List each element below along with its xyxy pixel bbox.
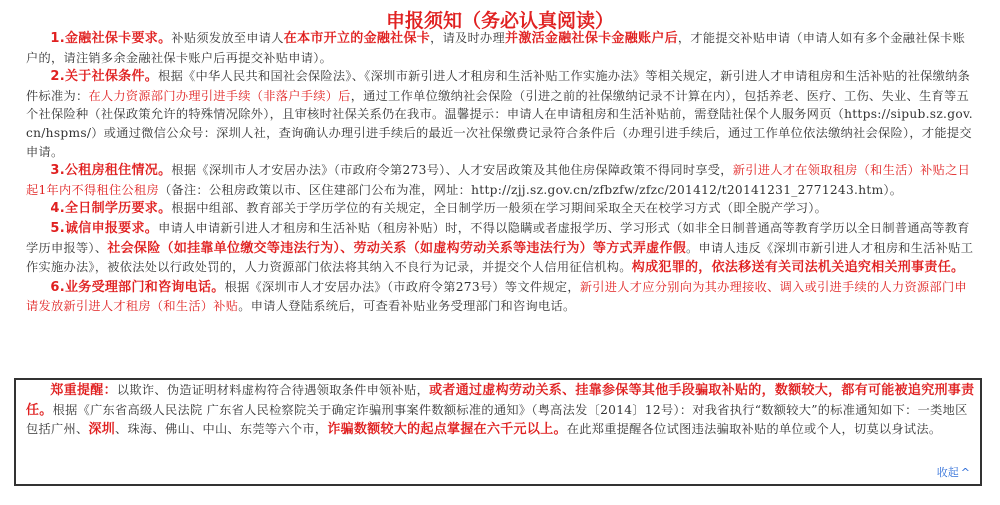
highlight-text: 在人力资源部门办理引进手续（非落户手续）后 — [88, 88, 351, 103]
body-text: 补贴须发放至申请人 — [171, 31, 284, 45]
notice-item — [26, 278, 974, 316]
warning-text — [26, 381, 976, 440]
body-text: 根据《深圳市人才安居办法》（市政府令第273号）等文件规定， — [224, 279, 580, 294]
body-text: 申请人申请新引进人才租房和生活补贴（租房补贴）时，不得以隐瞒或者虚报学历、学习形式（如非全日制普通高等教育学历以全日制普通高等教育学历申报等）、 — [26, 220, 970, 255]
item-heading: 4.全日制学历要求。 — [50, 201, 172, 217]
collapse-button[interactable] — [937, 464, 970, 480]
chevron-up-icon: ^ — [960, 466, 970, 479]
notice-content — [26, 29, 974, 316]
highlight-text: 新引进人才在领取租房（和生活）补贴之日起1年内不得租住公租房 — [26, 163, 971, 197]
body-text: 。申请人登陆系统后，可查看补贴业务受理部门和咨询电话。 — [238, 299, 576, 314]
warning-paragraph — [26, 381, 976, 440]
body-text: 根据《中华人民共和国社会保险法》、《深圳市新引进人才租房和生活补贴工作实施办法》等相关规定，新引进人才申请租房和生活补贴的社保缴纳条件标准为： — [26, 69, 971, 103]
notice-item — [26, 67, 974, 161]
body-text: 根据《深圳市人才安居办法》（市政府令第273号）、人才安居政策及其他住房保障政策不得同时享受， — [171, 163, 733, 178]
body-text: 。申请人违反《深圳市新引进人才租房和生活补贴工作实施办法》，被依法处以行政处罚的，人力资源部门依法将其纳入不良行为记录，并提交个人信用征信机构。 — [26, 240, 974, 275]
notice-item — [26, 219, 974, 278]
item-heading: 5.诚信申报要求。 — [50, 220, 159, 236]
highlight-text: 郑重提醒： — [50, 383, 117, 398]
item-heading: 3.公租房租住情况。 — [50, 163, 172, 179]
highlight-text: 社会保险（如挂靠单位缴交等违法行为）、劳动关系（如虚构劳动关系等违法行为）等方式弄虚作假 — [107, 240, 687, 256]
warning-box — [14, 378, 982, 486]
body-text: 、珠海、佛山、中山、东莞等六个市， — [115, 422, 328, 437]
body-text: ，通过工作单位缴纳社会保险（引进之前的社保缴纳记录不计算在内），包括养老、医疗、工伤、失业、生育等五个社保险种（社保政策允许的特殊情况除外），且审核时社保关系仍在我市。温馨提示：申请人在申请租房和生活补贴前，需登陆社保个人服务网页（https://sipub.sz.gov.cn/hspms/）或通过微信公众号：深圳人社，查询确认办理引进手续后的最近一次社保缴费记录符合条件后（办理引进手续后，通过工作单位依法缴纳社会保险），才能提交申请。 — [26, 88, 973, 159]
body-text: 以欺诈、伪造证明材料虚构符合待遇领取条件申领补贴， — [116, 383, 430, 397]
highlight-text: 或者通过虚构劳动关系、挂靠参保等其他手段骗取补贴的，数额较大，都有可能被追究刑事责任。 — [26, 383, 975, 418]
notice-item — [26, 199, 974, 219]
highlight-text: 新引进人才应分别向为其办理接收、调入或引进手续的人力资源部门申请发放新引进人才租房（和生活）补贴 — [26, 279, 967, 314]
body-text: ，才能提交补贴申请（申请人如有多个金融社保卡账户的，请注销多余金融社保卡账户后再提交补贴申请）。 — [26, 31, 966, 65]
collapse-label: 收起 — [936, 466, 959, 479]
item-heading: 2.关于社保条件。 — [50, 69, 159, 85]
body-text: 根据中组部、教育部关于学历学位的有关规定，全日制学历一般须在学习期间采取全天在校学习方式（即全脱产学习）。 — [171, 201, 828, 216]
page-title: 申报须知（务必认真阅读） — [385, 10, 614, 32]
highlight-text: 构成犯罪的，依法移送有关司法机关追究相关刑事责任。 — [631, 260, 965, 276]
highlight-text: 诈骗数额较大的起点掌握在六千元以上。 — [327, 422, 567, 438]
item-heading: 1.金融社保卡要求。 — [50, 31, 172, 46]
highlight-text: 并激活金融社保卡金融账户后 — [505, 31, 678, 46]
notice-item — [26, 29, 974, 67]
item-heading: 6.业务受理部门和咨询电话。 — [50, 279, 225, 295]
body-text: 根据《广东省高级人民法院 广东省人民检察院关于确定诈骗刑事案件数额标准的通知》（粤高法发〔2014〕12号）：对我省执行“数额较大”的标准通知如下：一类地区包括广州、 — [26, 402, 968, 437]
highlight-text: 深圳 — [88, 422, 116, 438]
body-text: ，请及时办理 — [430, 31, 506, 45]
body-text: （备注：公租房政策以市、区住建部门公布为准，网址：http://zjj.sz.gov.cn/zfbzfw/zfzc/201412/t20141231_2771243.htm）。 — [158, 182, 903, 197]
body-text: 在此郑重提醒各位试图违法骗取补贴的单位或个人，切莫以身试法。 — [566, 422, 942, 437]
notice-item — [26, 161, 974, 199]
highlight-text: 在本市开立的金融社保卡 — [283, 31, 431, 46]
